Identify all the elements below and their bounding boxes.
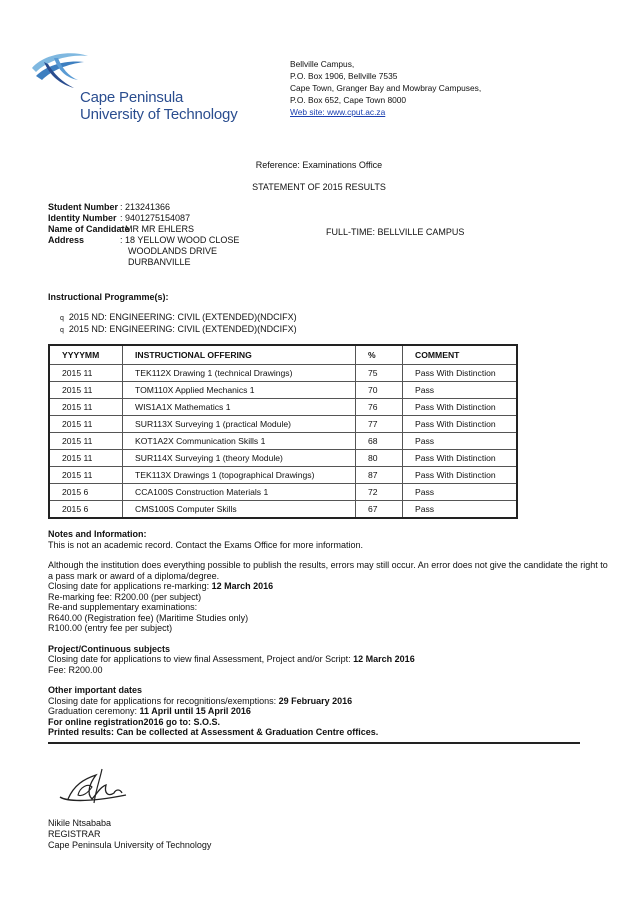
table-cell: 2015 11 xyxy=(49,450,123,467)
notes-line: R100.00 (entry fee per subject) xyxy=(48,623,173,633)
col-offering: INSTRUCTIONAL OFFERING xyxy=(123,345,356,365)
address-line: Cape Town, Granger Bay and Mowbray Campuses, xyxy=(290,83,482,93)
table-cell: Pass xyxy=(403,484,518,501)
printed-results-note: Printed results: Can be collected at Assessment & Graduation Centre offices. xyxy=(48,727,379,737)
registrar-block xyxy=(48,818,211,851)
table-cell: 67 xyxy=(356,501,403,519)
table-cell: 87 xyxy=(356,467,403,484)
registrar-name: Nikile Ntsababa xyxy=(48,818,112,828)
table-cell: SUR114X Surveying 1 (theory Module) xyxy=(123,450,356,467)
table-cell: CMS100S Computer Skills xyxy=(123,501,356,519)
notes-line: Re-and supplementary examinations: xyxy=(48,602,198,612)
table-cell: Pass With Distinction xyxy=(403,365,518,382)
notes-line: R640.00 (Registration fee) (Maritime Studies only) xyxy=(48,612,249,623)
table-cell: 76 xyxy=(356,399,403,416)
notes-line: Re-marking fee: R200.00 (per subject) xyxy=(48,591,202,602)
table-cell: 2015 11 xyxy=(49,433,123,450)
institution-name: Cape Peninsula University of Technology xyxy=(48,840,212,850)
bullet-icon: q xyxy=(60,315,64,322)
cput-emblem-icon xyxy=(30,46,90,94)
notes-line: Graduation ceremony: 11 April until 15 April 2016 xyxy=(48,706,251,716)
table-cell: 77 xyxy=(356,416,403,433)
other-dates-heading: Other important dates xyxy=(48,685,143,695)
notes-line: Closing date for applications for recognitions/exemptions: 29 February 2016 xyxy=(48,695,353,706)
address-line: P.O. Box 1906, Bellville 7535 xyxy=(290,71,398,81)
table-cell: TEK113X Drawings 1 (topographical Drawings) xyxy=(123,467,356,484)
table-cell: TOM110X Applied Mechanics 1 xyxy=(123,382,356,399)
table-cell: 2015 11 xyxy=(49,399,123,416)
identity-number-label: Identity Number xyxy=(48,213,117,223)
col-percent: % xyxy=(356,345,403,365)
table-cell: Pass With Distinction xyxy=(403,467,518,484)
table-cell: Pass With Distinction xyxy=(403,450,518,467)
table-cell: 72 xyxy=(356,484,403,501)
table-row xyxy=(49,416,517,433)
reference-line: Reference: Examinations Office xyxy=(255,160,383,170)
table-cell: 70 xyxy=(356,382,403,399)
bullet-icon: q xyxy=(60,327,64,334)
programmes-list xyxy=(60,312,297,336)
table-row xyxy=(49,484,517,501)
table-cell: Pass xyxy=(403,382,518,399)
candidate-name-value: : MR MR EHLERS xyxy=(120,224,195,234)
table-row xyxy=(49,365,517,382)
candidate-name-label: Name of Candidate xyxy=(48,224,130,234)
student-number-value: : 213241366 xyxy=(120,202,171,212)
table-cell: 2015 11 xyxy=(49,416,123,433)
notes-line: This is not an academic record. Contact the Exams Office for more information. xyxy=(48,539,363,550)
logo-text-line2: University of Technology xyxy=(80,106,238,123)
address-line: P.O. Box 652, Cape Town 8000 xyxy=(290,95,407,105)
table-cell: WIS1A1X Mathematics 1 xyxy=(123,399,356,416)
notes-line: Closing date for applications to view final Assessment, Project and/or Script: 12 March 2016 xyxy=(48,654,415,664)
website-link[interactable]: Web site: www.cput.ac.za xyxy=(290,107,386,117)
address-line2: WOODLANDS DRIVE xyxy=(128,246,218,256)
table-cell: SUR113X Surveying 1 (practical Module) xyxy=(123,416,356,433)
address-line3: DURBANVILLE xyxy=(128,257,191,267)
col-comment: COMMENT xyxy=(403,345,518,365)
table-cell: KOT1A2X Communication Skills 1 xyxy=(123,433,356,450)
table-cell: 75 xyxy=(356,365,403,382)
online-registration-note: For online registration2016 go to: S.O.S. xyxy=(48,716,221,727)
table-row xyxy=(49,450,517,467)
campus-status: FULL-TIME: BELLVILLE CAMPUS xyxy=(326,227,465,237)
notes-section xyxy=(48,529,608,738)
table-row xyxy=(49,433,517,450)
address-line1: : 18 YELLOW WOOD CLOSE xyxy=(120,235,240,245)
table-cell: 2015 6 xyxy=(49,501,123,519)
table-cell: CCA100S Construction Materials 1 xyxy=(123,484,356,501)
address-line: Bellville Campus, xyxy=(290,59,355,69)
project-heading: Project/Continuous subjects xyxy=(48,643,171,654)
table-cell: Pass xyxy=(403,501,518,519)
student-number-label: Student Number xyxy=(48,202,119,212)
logo-text-line1: Cape Peninsula xyxy=(80,89,184,106)
table-cell: Pass With Distinction xyxy=(403,399,518,416)
table-cell: Pass With Distinction xyxy=(403,416,518,433)
divider xyxy=(48,742,580,744)
table-row xyxy=(49,501,517,519)
notes-line: Closing date for applications re-marking: 12 March 2016 xyxy=(48,581,274,591)
table-row xyxy=(49,382,517,399)
identity-number-value: : 9401275154087 xyxy=(120,213,191,223)
registrar-signature xyxy=(56,765,136,811)
table-row xyxy=(49,399,517,416)
programme-item: q 2015 ND: ENGINEERING: CIVIL (EXTENDED)(NDCIFX) xyxy=(60,324,297,334)
table-cell: 2015 11 xyxy=(49,467,123,484)
table-row xyxy=(49,467,517,484)
statement-title: STATEMENT OF 2015 RESULTS xyxy=(252,182,386,192)
address-label: Address xyxy=(48,235,85,245)
table-cell: 2015 11 xyxy=(49,365,123,382)
campus-address xyxy=(290,58,481,118)
notes-line: Fee: R200.00 xyxy=(48,664,103,675)
table-cell: 68 xyxy=(356,433,403,450)
notes-line: Although the institution does everything possible to publish the results, errors may still occur. An error does not give the candidate the right to a pass mark or award of a diploma/degree. xyxy=(48,560,608,581)
table-header-row xyxy=(49,345,517,365)
table-cell: 2015 6 xyxy=(49,484,123,501)
registrar-title: REGISTRAR xyxy=(48,829,101,839)
table-cell: TEK112X Drawing 1 (technical Drawings) xyxy=(123,365,356,382)
col-yyyymm: YYYYMM xyxy=(49,345,123,365)
programme-item: q 2015 ND: ENGINEERING: CIVIL (EXTENDED)(NDCIFX) xyxy=(60,312,297,322)
notes-heading: Notes and Information: xyxy=(48,529,147,539)
programmes-heading: Instructional Programme(s): xyxy=(48,292,169,302)
cput-logo xyxy=(30,46,238,126)
table-cell: Pass xyxy=(403,433,518,450)
results-table xyxy=(48,344,518,519)
table-cell: 2015 11 xyxy=(49,382,123,399)
table-cell: 80 xyxy=(356,450,403,467)
